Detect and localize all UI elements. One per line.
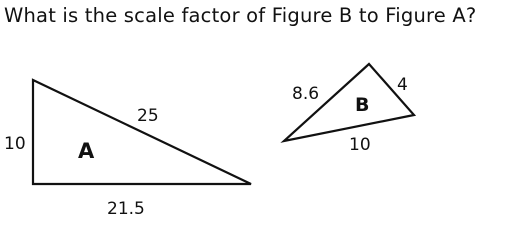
triangle-a xyxy=(33,80,251,184)
figure-b-label: B xyxy=(355,94,370,116)
figure-b-side-left: 8.6 xyxy=(292,84,320,104)
figure-a-side-hypotenuse: 25 xyxy=(137,106,159,126)
figure-a-side-left: 10 xyxy=(4,134,26,154)
figure-a-label: A xyxy=(78,139,95,163)
figure-a xyxy=(4,80,251,219)
question-text: What is the scale factor of Figure B to Figure A? xyxy=(4,4,477,27)
figure-b-side-right: 4 xyxy=(397,75,408,95)
figure-b-side-bottom: 10 xyxy=(349,135,371,155)
figure-a-side-bottom: 21.5 xyxy=(107,199,145,219)
figure-b xyxy=(284,64,414,155)
